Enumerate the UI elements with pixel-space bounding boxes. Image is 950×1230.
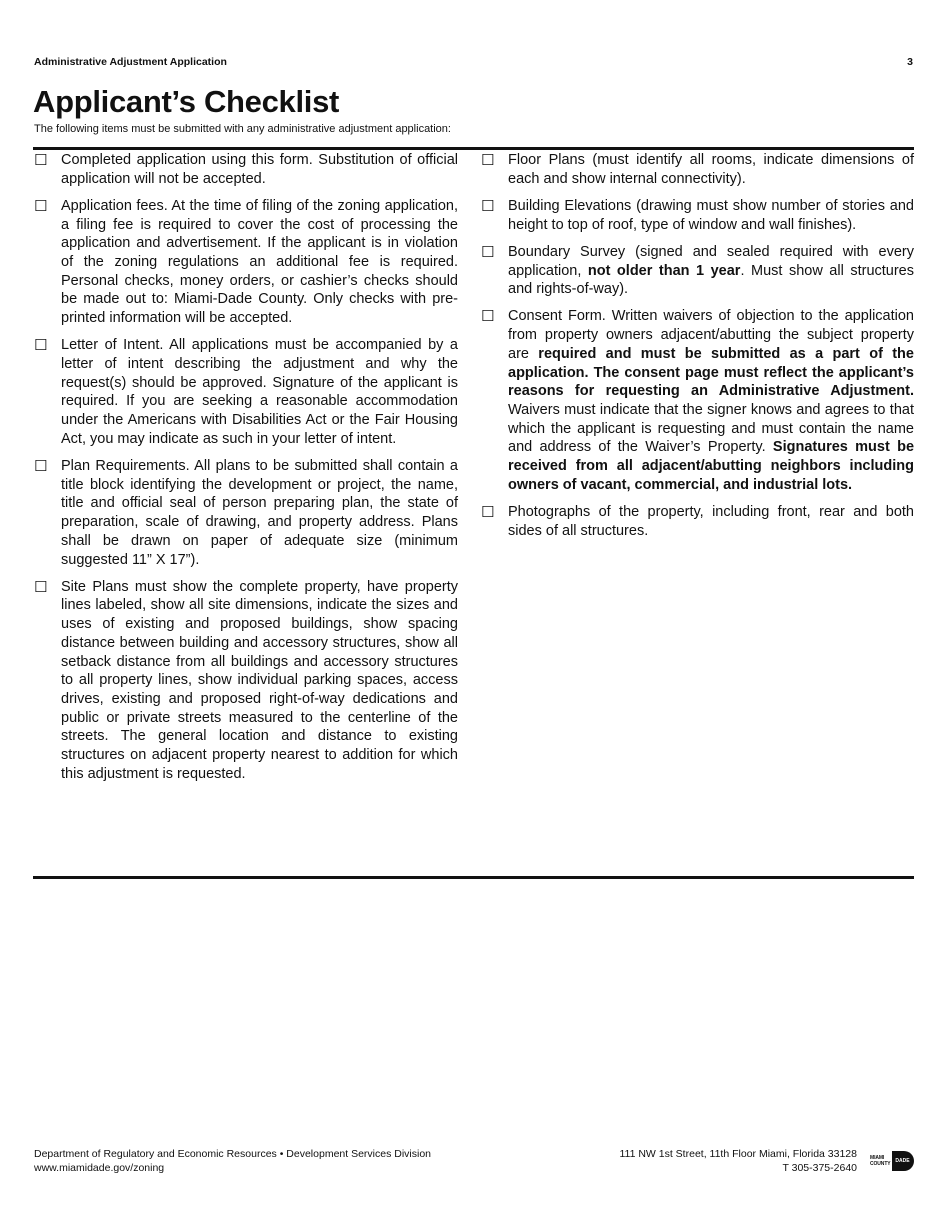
checklist-item-text: Consent Form. Written waivers of objection to the application from property owners adjacent/abutting the subject property are required and must be submitted as a part of the application. The consent page must reflect the applicant’s reasons for requesting an Administrative Adjustment. Waivers must indicate that the signer knows and agrees to that which the applicant is requesting and must contain the name and address of the Waiver’s Property. Signatures must be received from all adjacent/abutting neighbors including owners of vacant, commercial, and industrial lots. — [508, 308, 915, 493]
checklist-item — [481, 197, 914, 234]
checklist-item — [34, 197, 458, 328]
checklist-right-column — [481, 151, 914, 549]
page-header — [34, 56, 913, 68]
checklist-item-text: Application fees. At the time of filing of the zoning application, a filing fee is required to cover the cost of processing the application and advertisement. If the applicant is in violation of the zoning regulations an additional fee is required. Personal checks, money orders, or cashier’s checks should be made out to: Miami-Dade County. Only checks with pre-printed information will be accepted. — [61, 197, 458, 327]
miami-dade-logo — [870, 1150, 914, 1172]
page-number: 3 — [907, 56, 913, 68]
bottom-divider — [33, 876, 914, 879]
checklist-item — [481, 307, 914, 494]
checkbox[interactable]: ☐ — [481, 242, 495, 261]
checklist-item — [481, 151, 914, 188]
checkbox[interactable]: ☐ — [481, 307, 495, 326]
checkbox[interactable]: ☐ — [34, 336, 48, 355]
checklist-item-text: Letter of Intent. All applications must be accompanied by a letter of intent describing the adjustment and why the request(s) should be approved. Signature of the applicant is required. If you are seeking a reasonable accommodation under the Americans with Disabilities Act or the Fair Housing Act, you may indicate as such in your letter of intent. — [61, 337, 458, 447]
footer-department: Department of Regulatory and Economic Resources • Development Services Division — [34, 1148, 432, 1160]
checklist-item-text: Building Elevations (drawing must show number of stories and height to top of roof, type of window and wall finishes). — [508, 197, 914, 233]
checklist-item — [34, 457, 458, 569]
checklist-item-text: Plan Requirements. All plans to be submitted shall contain a title block identifying the development or project, the name, title and official seal of person preparing plan, the state of preparation, scale of drawing, and property address. Plans shall be drawn on paper of adequate size (minimum suggested 11” X 17”). — [61, 458, 458, 568]
checklist-item — [34, 578, 458, 784]
page-subtitle: The following items must be submitted with any administrative adjustment application: — [34, 123, 451, 135]
footer-website[interactable]: www.miamidade.gov/zoning — [34, 1161, 165, 1174]
checklist-item — [481, 503, 914, 540]
checklist-item — [481, 243, 914, 299]
checklist-item-text: Photographs of the property, including front, rear and both sides of all structures. — [508, 503, 914, 539]
checkbox[interactable]: ☐ — [34, 577, 48, 596]
checkbox[interactable]: ☐ — [481, 151, 495, 169]
checklist-item — [34, 151, 458, 188]
checkbox[interactable]: ☐ — [34, 457, 48, 476]
checklist-item — [34, 336, 458, 448]
checklist-item-text: Boundary Survey (signed and sealed required with every application, not older than 1 year. Must show all structures and rights-of-way). — [508, 243, 914, 298]
footer-phone: T 305-375-2640 — [782, 1161, 857, 1174]
checklist-item-text: Site Plans must show the complete property, have property lines labeled, show all site dimensions, indicate the sizes and uses of existing and proposed buildings, show spacing distance between building and accessory structures, show all setback distance from all buildings and accessory structures to all property lines, show individual parking spaces, access drives, existing and proposed right-of-way dedications and public or private streets measured to the centerline of the streets. The general location and distance to existing structures on adjacent property nearest to addition for which this adjustment is requested. — [61, 578, 458, 782]
checklist-left-column — [34, 151, 458, 792]
checkbox[interactable]: ☐ — [481, 502, 495, 521]
checkbox[interactable]: ☐ — [34, 151, 48, 169]
checklist-item-text: Floor Plans (must identify all rooms, indicate dimensions of each and show internal connectivity). — [508, 152, 914, 187]
logo-wordmark: MIAMI COUNTY — [870, 1155, 891, 1167]
form-name: Administrative Adjustment Application — [34, 56, 227, 68]
logo-mark-icon: DADE — [892, 1151, 914, 1171]
top-divider — [33, 147, 914, 150]
page-title: Applicant’s Checklist — [33, 84, 340, 119]
checkbox[interactable]: ☐ — [481, 196, 495, 215]
footer-address: 111 NW 1st Street, 11th Floor Miami, Florida 33128 — [619, 1148, 857, 1160]
footer-right — [619, 1148, 857, 1175]
checklist-item-text: Completed application using this form. Substitution of official application will not be accepted. — [61, 152, 458, 187]
checkbox[interactable]: ☐ — [34, 196, 48, 215]
footer-left — [34, 1148, 431, 1175]
